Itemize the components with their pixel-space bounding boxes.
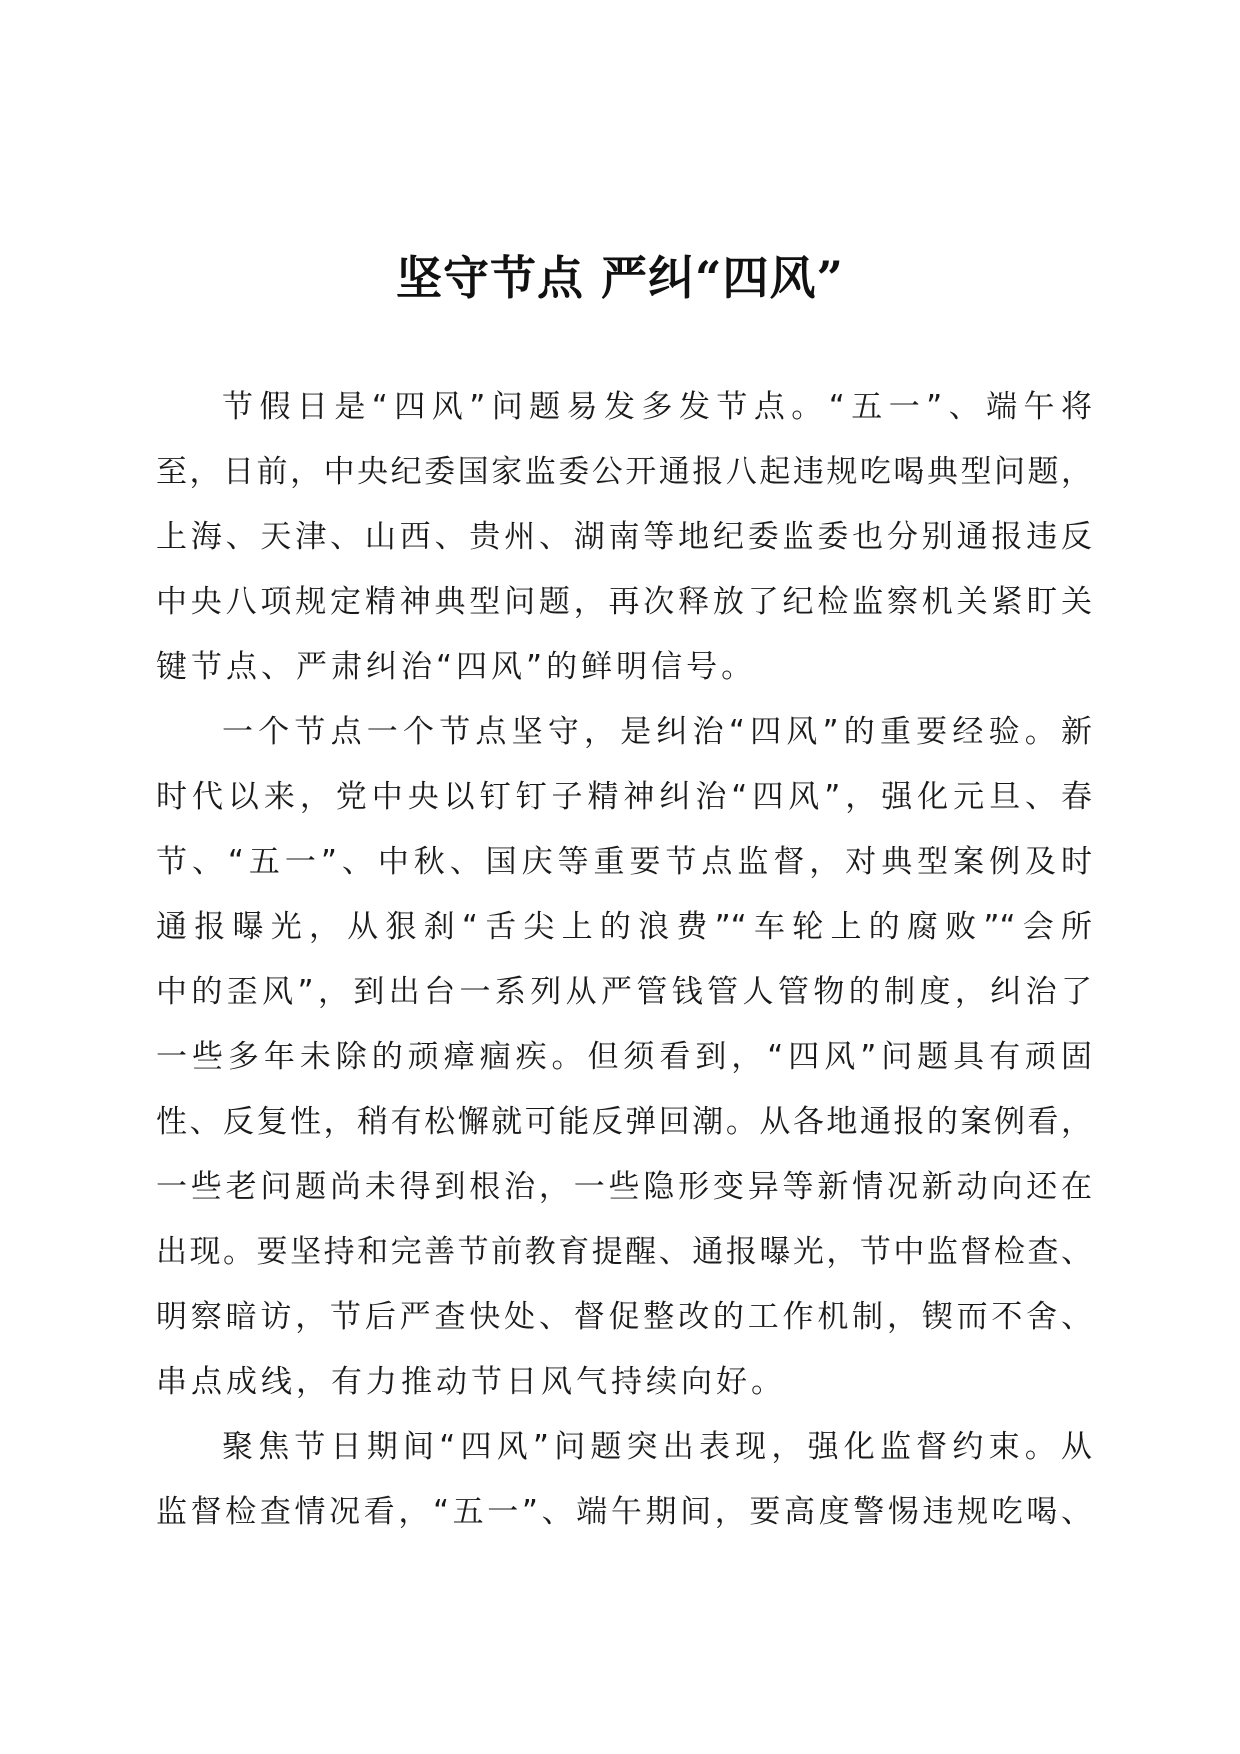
text-line: 通报曝光，从狠刹“舌尖上的浪费”“车轮上的腐败”“会所 [156, 909, 1092, 945]
paragraph-1 [156, 375, 1092, 700]
text-line: 键节点、严肃纠治“四风”的鲜明信号。 [156, 649, 757, 685]
text-line: 监督检查情况看，“五一”、端午期间，要高度警惕违规吃喝、 [156, 1494, 1092, 1530]
text-line: 时代以来，党中央以钉钉子精神纠治“四风”，强化元旦、春 [156, 779, 1092, 815]
paragraph-3 [156, 1415, 1092, 1545]
text-line: 中央八项规定精神典型问题，再次释放了纪检监察机关紧盯关 [156, 584, 1092, 620]
text-line: 中的歪风”，到出台一系列从严管钱管人管物的制度，纠治了 [156, 974, 1092, 1010]
text-line: 出现。要坚持和完善节前教育提醒、通报曝光，节中监督检查、 [156, 1234, 1092, 1270]
document-title: 坚守节点 严纠“四风” [396, 251, 844, 305]
text-line: 至，日前，中央纪委国家监委公开通报八起违规吃喝典型问题， [156, 454, 1092, 490]
text-line: 节假日是“四风”问题易发多发节点。“五一”、端午将 [222, 389, 1092, 425]
text-line: 串点成线，有力推动节日风气持续向好。 [156, 1364, 786, 1400]
text-line: 一个节点一个节点坚守，是纠治“四风”的重要经验。新 [222, 714, 1092, 750]
text-line: 上海、天津、山西、贵州、湖南等地纪委监委也分别通报违反 [156, 519, 1092, 555]
text-line: 一些多年未除的顽瘴痼疾。但须看到，“四风”问题具有顽固 [156, 1039, 1092, 1075]
text-line: 聚焦节日期间“四风”问题突出表现，强化监督约束。从 [222, 1429, 1092, 1465]
text-line: 性、反复性，稍有松懈就可能反弹回潮。从各地通报的案例看， [156, 1104, 1092, 1140]
document-body [156, 375, 1092, 1545]
text-line: 一些老问题尚未得到根治，一些隐形变异等新情况新动向还在 [156, 1169, 1092, 1205]
text-line: 明察暗访，节后严查快处、督促整改的工作机制，锲而不舍、 [156, 1299, 1092, 1335]
paragraph-2 [156, 700, 1092, 1415]
text-line: 节、“五一”、中秋、国庆等重要节点监督，对典型案例及时 [156, 844, 1092, 880]
